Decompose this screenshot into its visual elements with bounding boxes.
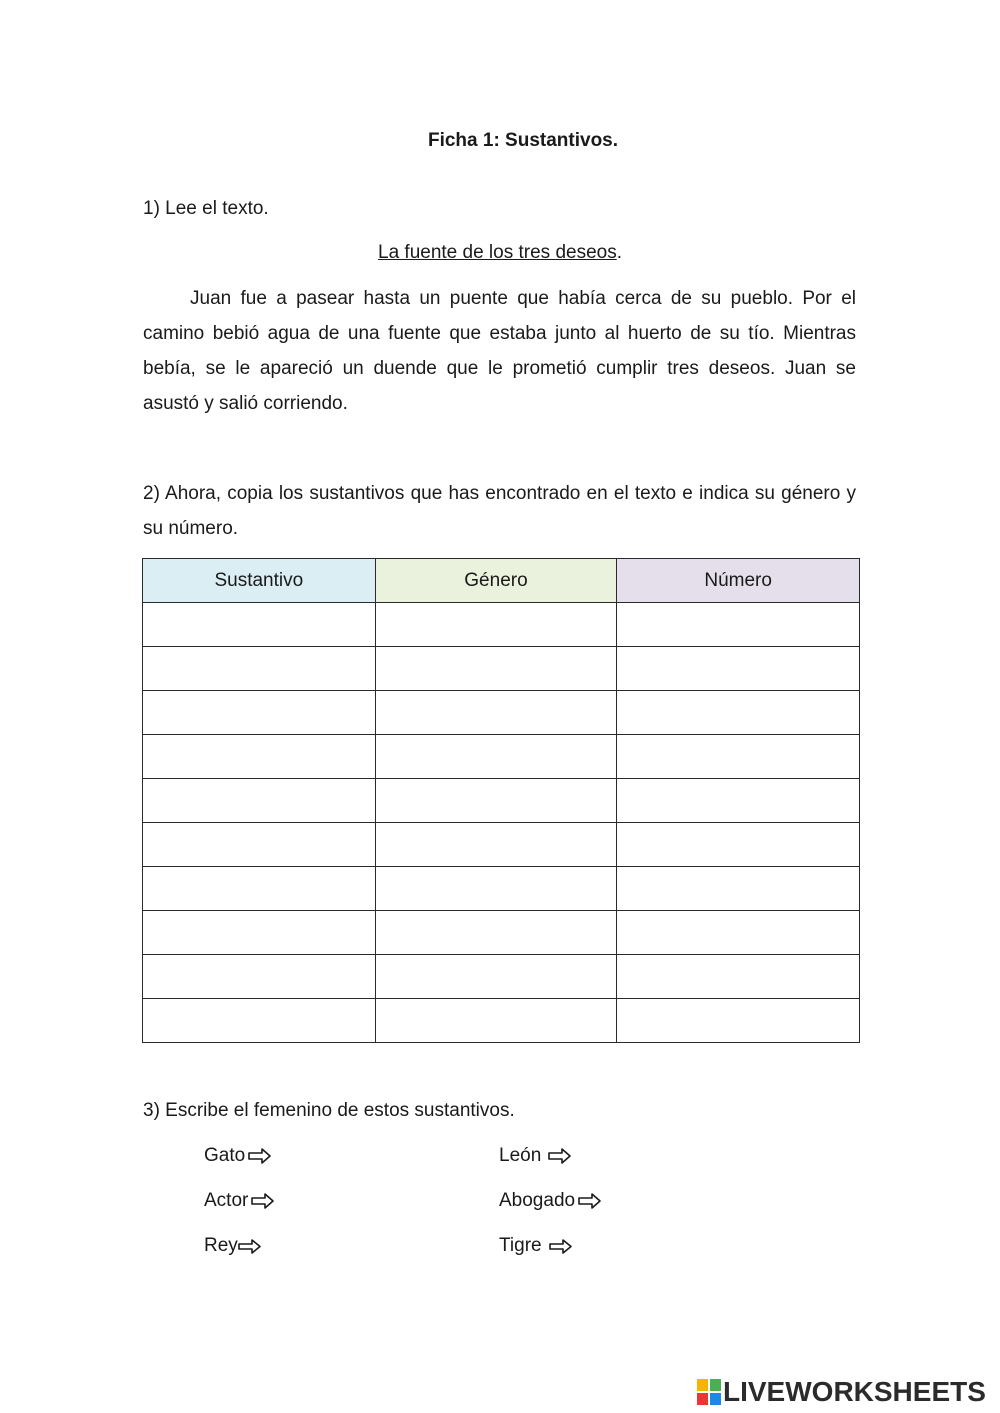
- answer-cell-sustantivo[interactable]: [143, 999, 376, 1043]
- answer-cell-numero[interactable]: [617, 867, 860, 911]
- arrow-right-icon: [549, 1237, 573, 1255]
- answer-cell-genero[interactable]: [375, 999, 617, 1043]
- table-row: [143, 603, 860, 647]
- arrow-right-icon: [238, 1237, 262, 1255]
- feminine-word: Tigre: [499, 1235, 542, 1256]
- liveworksheets-icon: [697, 1379, 721, 1405]
- answer-cell-numero[interactable]: [617, 603, 860, 647]
- answer-cell-numero[interactable]: [617, 779, 860, 823]
- worksheet-title: Ficha 1: Sustantivos.: [427, 130, 619, 151]
- logo-text: LIVEWORKSHEETS: [723, 1376, 986, 1407]
- table-row: [143, 867, 860, 911]
- answer-cell-numero[interactable]: [617, 691, 860, 735]
- exercise-2-instruction: 2) Ahora, copia los sustantivos que has encontrado en el texto e indica su género y su número.: [143, 483, 856, 539]
- feminine-word: Abogado: [499, 1190, 576, 1211]
- feminine-word: León: [499, 1145, 542, 1166]
- answer-cell-sustantivo[interactable]: [143, 735, 376, 779]
- header-numero: Número: [617, 559, 860, 603]
- story-title: [0, 242, 1000, 264]
- answer-cell-genero[interactable]: [375, 691, 617, 735]
- feminine-word: Gato: [204, 1145, 246, 1166]
- table-header-row: [143, 559, 860, 603]
- arrow-right-icon: [578, 1192, 602, 1210]
- answer-cell-numero[interactable]: [617, 955, 860, 999]
- liveworksheets-logo: [697, 1376, 986, 1408]
- feminine-word: Rey: [204, 1235, 238, 1256]
- story-paragraph: Juan fue a pasear hasta un puente que había cerca de su pueblo. Por el camino bebió agua de una fuente que estaba junto al huerto de su tío. Mientras bebía, se le apareció un duende que le prometió cumplir tres deseos. Juan se asustó y salió corriendo.: [143, 288, 856, 414]
- table-row: [143, 955, 860, 999]
- table-row: [143, 911, 860, 955]
- answer-cell-numero[interactable]: [617, 911, 860, 955]
- feminine-item[interactable]: [204, 1190, 275, 1212]
- story-title-text: La fuente de los tres deseos: [378, 242, 617, 263]
- table-row: [143, 691, 860, 735]
- table-row: [143, 779, 860, 823]
- table-row: [143, 735, 860, 779]
- feminine-word: Actor: [204, 1190, 249, 1211]
- story-title-period: .: [616, 242, 622, 263]
- answer-cell-genero[interactable]: [375, 647, 617, 691]
- answer-cell-genero[interactable]: [375, 867, 617, 911]
- answer-cell-numero[interactable]: [617, 735, 860, 779]
- answer-cell-genero[interactable]: [375, 955, 617, 999]
- answer-cell-sustantivo[interactable]: [143, 647, 376, 691]
- arrow-right-icon: [251, 1192, 275, 1210]
- answer-cell-sustantivo[interactable]: [143, 955, 376, 999]
- answer-cell-genero[interactable]: [375, 603, 617, 647]
- answer-cell-numero[interactable]: [617, 823, 860, 867]
- feminine-item[interactable]: [499, 1235, 573, 1257]
- table-row: [143, 823, 860, 867]
- feminine-item[interactable]: [204, 1145, 272, 1167]
- answer-cell-sustantivo[interactable]: [143, 867, 376, 911]
- feminine-item[interactable]: [204, 1235, 262, 1257]
- answer-cell-sustantivo[interactable]: [143, 603, 376, 647]
- answer-cell-genero[interactable]: [375, 735, 617, 779]
- answer-cell-sustantivo[interactable]: [143, 823, 376, 867]
- answer-cell-genero[interactable]: [375, 779, 617, 823]
- answer-cell-sustantivo[interactable]: [143, 779, 376, 823]
- table-row: [143, 999, 860, 1043]
- feminine-item[interactable]: [499, 1190, 602, 1212]
- answer-cell-numero[interactable]: [617, 647, 860, 691]
- header-sustantivo: Sustantivo: [143, 559, 376, 603]
- exercise-1-instruction: 1) Lee el texto.: [143, 198, 269, 219]
- exercise-3-instruction: 3) Escribe el femenino de estos sustantivos.: [143, 1100, 515, 1121]
- feminine-item[interactable]: [499, 1145, 572, 1167]
- answer-cell-numero[interactable]: [617, 999, 860, 1043]
- table-row: [143, 647, 860, 691]
- nouns-table: [142, 558, 860, 1043]
- answer-cell-sustantivo[interactable]: [143, 691, 376, 735]
- answer-cell-genero[interactable]: [375, 823, 617, 867]
- arrow-right-icon: [248, 1147, 272, 1165]
- answer-cell-genero[interactable]: [375, 911, 617, 955]
- header-genero: Género: [375, 559, 617, 603]
- arrow-right-icon: [548, 1147, 572, 1165]
- answer-cell-sustantivo[interactable]: [143, 911, 376, 955]
